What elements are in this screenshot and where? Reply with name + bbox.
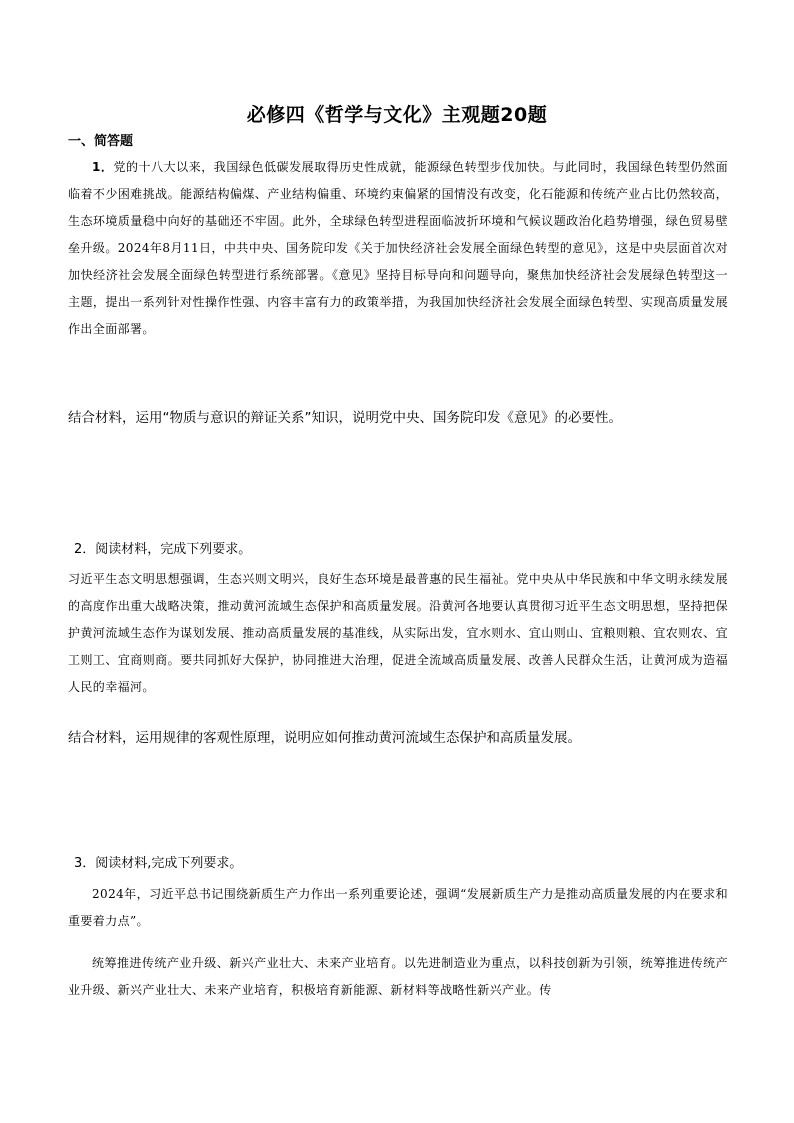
- question-2-material: 习近平生态文明思想强调，生态兴则文明兴，良好生态环境是最普惠的民生福祉。党中央从中华民族和中华文明永续发展的高度作出重大战略决策，推动黄河流域生态保护和高质量发展。沿黄河各地要认真贯彻习近平生态文明思想，坚持把保护黄河流域生态作为谋划发展、推动高质量发展的基准线，从实际出发，宜水则水、宜山则山、宜粮则粮、宜农则农、宜工则工、宜商则商。要共同抓好大保护，协同推进大治理，促进全流域高质量发展、改善人民群众生活，让黄河成为造福人民的幸福河。: [68, 572, 728, 694]
- section-heading: 一、简答题: [68, 134, 134, 149]
- question-2-prompt: 结合材料，运用规律的客观性原理，说明应如何推动黄河流域生态保护和高质量发展。: [68, 730, 581, 746]
- question-1-material-text: 党的十八大以来，我国绿色低碳发展取得历史性成就，能源绿色转型步伐加快。与此同时，我国绿色转型仍然面临着不少困难挑战。能源结构偏煤、产业结构偏重、环境约束偏紧的国情没有改变，化石能源和传统产业占比仍然较高，生态环境质量稳中向好的基础还不牢固。此外，全球绿色转型进程面临波折环境和气候议题政治化趋势增强，绿色贸易壁垒升级。2024年8月11日，中共中央、国务院印发《关于加快经济社会发展全面绿色转型的意见》，这是中央层面首次对加快经济社会发展全面绿色转型进行系统部署。《意见》坚持目标导向和问题导向，聚焦加快经济社会发展绿色转型这一主题，提出一系列针对性操作性强、内容丰富有力的政策举措，为我国加快经济社会发展全面绿色转型、实现高质量发展作出全面部署。: [68, 160, 729, 336]
- question-3-heading: 3．阅读材料,完成下列要求。: [74, 856, 243, 871]
- question-3-material-paragraph-1: 2024年，习近平总书记围绕新质生产力作出一系列重要论述，强调“发展新质生产力是推动高质量发展的内在要求和重要着力点”。: [68, 887, 728, 928]
- question-1-prompt: 结合材料，运用“物质与意识的辩证关系”知识，说明党中央、国务院印发《意见》的必要性。: [68, 410, 622, 426]
- question-3-material-paragraph-2: 统筹推进传统产业升级、新兴产业壮大、未来产业培育。以先进制造业为重点，以科技创新为引领，统筹推进传统产业升级、新兴产业壮大、未来产业培育，积极培育新能源、新材料等战略性新兴产业。传: [68, 956, 728, 997]
- question-2-heading: 2．阅读材料，完成下列要求。: [74, 542, 252, 557]
- page-title: 必修四《哲学与文化》主观题20题: [246, 104, 548, 126]
- question-1-material: [68, 154, 728, 343]
- question-1-number: 1．: [92, 160, 114, 174]
